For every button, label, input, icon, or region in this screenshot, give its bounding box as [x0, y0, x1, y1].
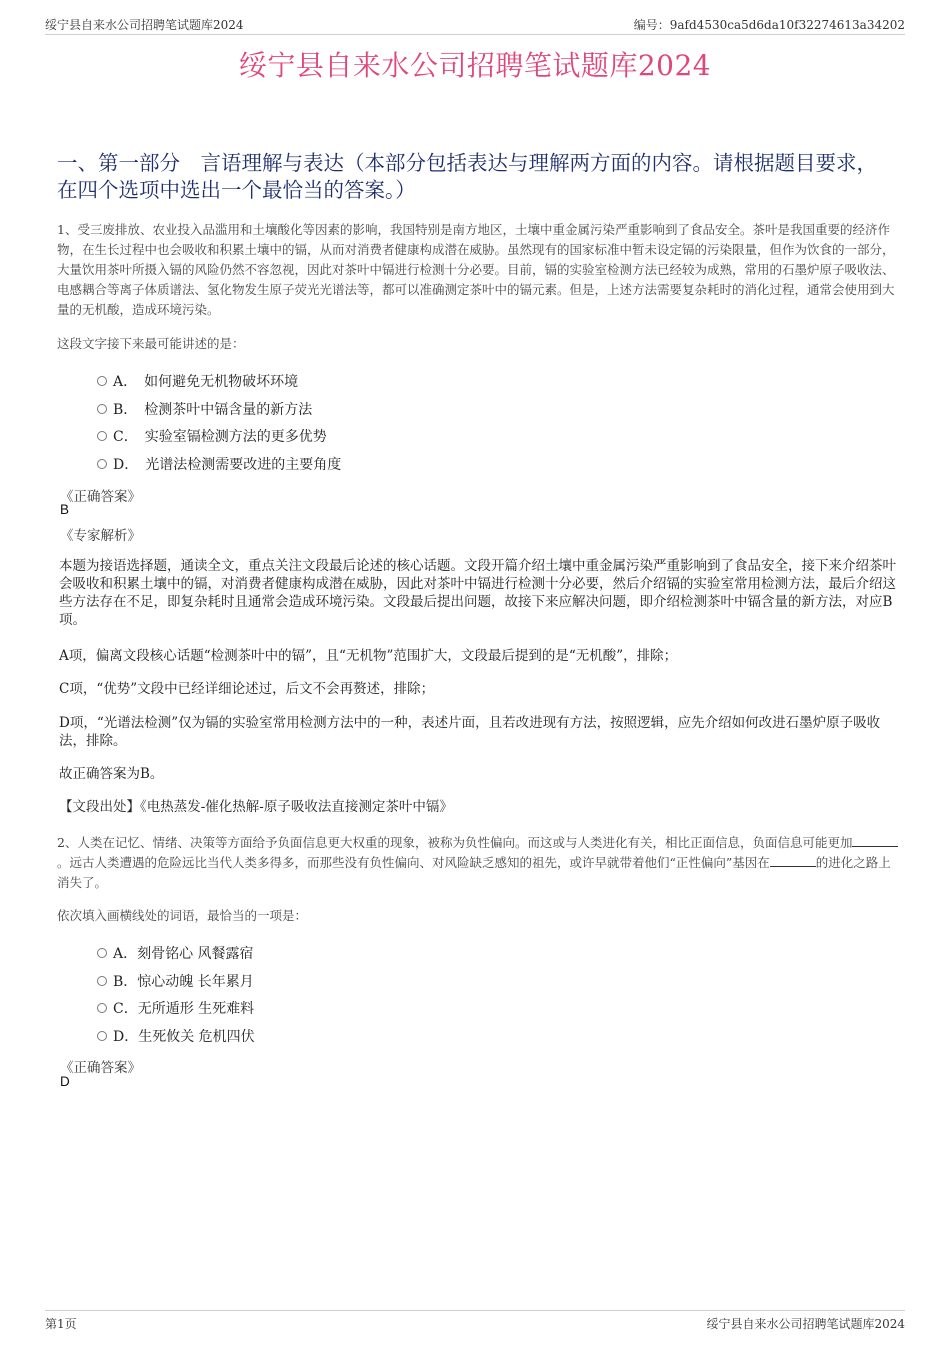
footer-title: 绥宁县自来水公司招聘笔试题库2024 [706, 1317, 905, 1331]
radio-icon[interactable] [97, 376, 107, 386]
page-header [45, 14, 905, 35]
radio-icon[interactable] [97, 459, 107, 469]
q2-passage [57, 833, 902, 893]
q1-analysis-c: C项，“优势”文段中已经详细论述过，后文不会再赘述，排除； [59, 681, 435, 697]
option-label: D．生死攸关 危机四伏 [113, 1029, 255, 1045]
q1-analysis-d: D项，“光谱法检测”仅为镉的实验室常用检测方法中的一种，表述片面，且若改进现有方法，按照逻辑，应先介绍如何改进石墨炉原子吸收法，排除。 [59, 715, 881, 749]
q1-option-d[interactable] [97, 454, 341, 474]
option-label: B． 检测茶叶中镉含量的新方法 [113, 402, 313, 418]
q1-analysis-conclusion: 故正确答案为B。 [59, 766, 164, 782]
page-number: 第1页 [45, 1317, 77, 1331]
q1-option-a[interactable] [97, 371, 298, 391]
q2-option-b[interactable] [97, 971, 254, 991]
q2-option-c[interactable] [97, 998, 254, 1018]
header-doc-id: 编号：9afd4530ca5d6da10f32274613a34202 [633, 18, 905, 32]
page-footer [45, 1310, 905, 1331]
q1-question: 这段文字接下来最可能讲述的是： [57, 336, 245, 351]
radio-icon[interactable] [97, 976, 107, 986]
header-title: 绥宁县自来水公司招聘笔试题库2024 [45, 18, 244, 32]
q2-passage-part3: 的进化之路上消失了。 [57, 855, 891, 890]
q1-option-c[interactable] [97, 426, 327, 446]
option-label: C．无所遁形 生死难料 [113, 1001, 255, 1017]
option-label: A． 如何避免无机物破坏环境 [113, 374, 299, 390]
q1-option-b[interactable] [97, 399, 312, 419]
q1-analysis-a: A项，偏离文段核心话题“检测茶叶中的镉”，且“无机物”范围扩大，文段最后提到的是“无机酸”，排除； [59, 648, 678, 664]
option-label: C． 实验室镉检测方法的更多优势 [113, 429, 327, 445]
option-label: B．惊心动魄 长年累月 [113, 974, 254, 990]
q2-question: 依次填入画横线处的词语，最恰当的一项是： [57, 908, 308, 923]
radio-icon[interactable] [97, 431, 107, 441]
fill-blank-1 [852, 835, 898, 847]
q2-option-d[interactable] [97, 1026, 255, 1046]
q1-passage: 1、受三废排放、农业投入品滥用和土壤酸化等因素的影响，我国特别是南方地区，土壤中重金属污染严重影响到了食品安全。茶叶是我国重要的经济作物，在生长过程中也会吸收和积累土壤中的镉，从而对消费者健康构成潜在威胁。虽然现有的国家标准中暂未设定镉的污染限量，但作为饮食的一部分，大量饮用茶叶所摄入镉的风险仍然不容忽视，因此对茶叶中镉进行检测十分必要。目前，镉的实验室检测方法已经较为成熟，常用的石墨炉原子吸收法、电感耦合等离子体质谱法、氢化物发生原子荧光光谱法等，都可以准确测定茶叶中的镉元素。但是，上述方法需要复杂耗时的消化过程，通常会使用到大量的无机酸，造成环境污染。 [57, 222, 895, 317]
q2-answer-label: 《正确答案》 [60, 1060, 141, 1076]
radio-icon[interactable] [97, 1031, 107, 1041]
radio-icon[interactable] [97, 948, 107, 958]
page-title: 绥宁县自来水公司招聘笔试题库2024 [238, 49, 712, 82]
radio-icon[interactable] [97, 404, 107, 414]
radio-icon[interactable] [97, 1003, 107, 1013]
option-label: A．刻骨铭心 风餐露宿 [113, 946, 254, 962]
fill-blank-2 [770, 855, 816, 867]
option-label: D． 光谱法检测需要改进的主要角度 [113, 457, 342, 473]
q1-analysis-main: 本题为接语选择题，通读全文，重点关注文段最后论述的核心话题。文段开篇介绍土壤中重金属污染严重影响到了食品安全，接下来介绍茶叶会吸收和积累土壤中的镉，对消费者健康构成潜在威胁，因此对茶叶中镉进行检测十分必要，然后介绍镉的实验室常用检测方法，最后介绍这些方法存在不足，即复杂耗时且通常会造成环境污染。文段最后提出问题，故接下来应解决问题，即介绍检测茶叶中镉含量的新方法，对应B项。 [59, 558, 896, 628]
q2-option-a[interactable] [97, 943, 254, 963]
q2-passage-part2: 。远古人类遭遇的危险远比当代人类多得多，而那些没有负性偏向、对风险缺乏感知的祖先，或许早就带着他们“正性偏向”基因在 [57, 855, 770, 870]
q1-source: 【文段出处】《电热蒸发-催化热解-原子吸收法直接测定茶叶中镉》 [59, 799, 453, 815]
q1-answer: B [60, 502, 70, 517]
q1-answer-label: 《正确答案》 [60, 489, 141, 505]
q2-answer: D [60, 1074, 70, 1089]
section-heading: 一、第一部分 言语理解与表达（本部分包括表达与理解两方面的内容。请根据题目要求，在四个选项中选出一个最恰当的答案。） [57, 151, 877, 202]
q1-analysis-label: 《专家解析》 [60, 528, 141, 544]
q2-passage-part1: 2、人类在记忆、情绪、决策等方面给予负面信息更大权重的现象，被称为负性偏向。而这或与人类进化有关，相比正面信息，负面信息可能更加 [57, 835, 853, 850]
